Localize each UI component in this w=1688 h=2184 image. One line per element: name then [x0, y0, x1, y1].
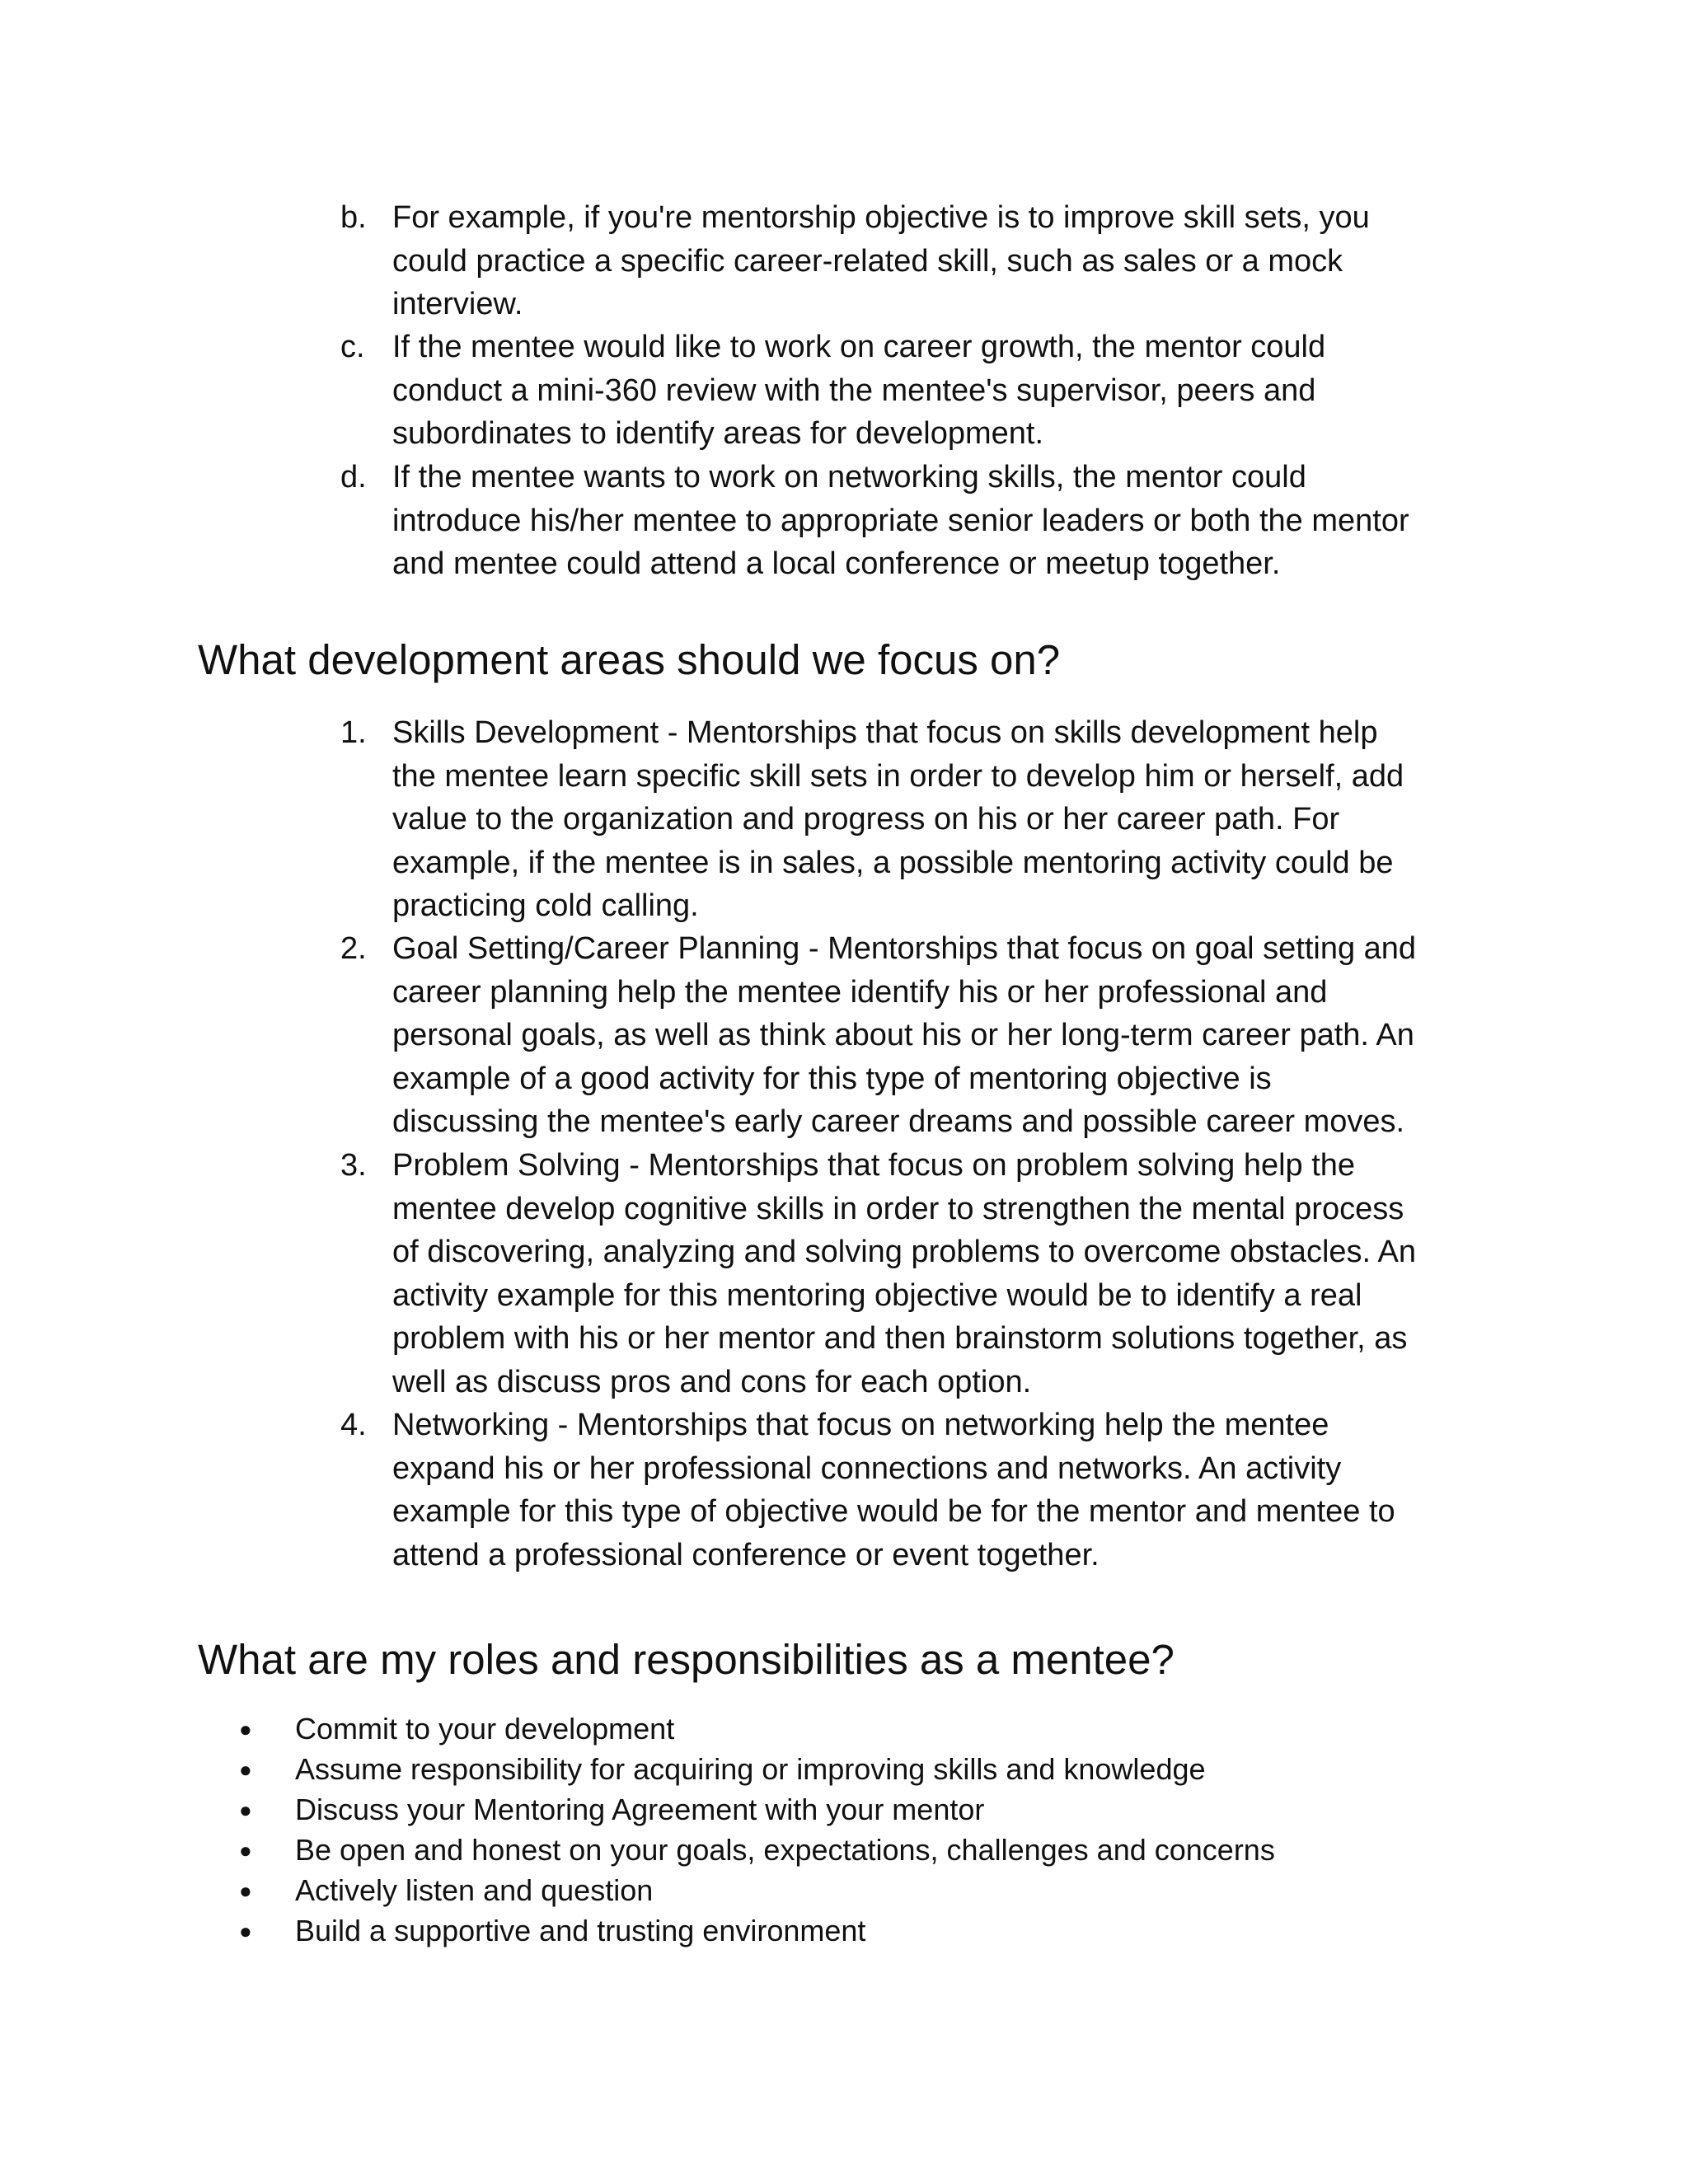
text-line: example of a good activity for this type of mentoring objective is — [392, 1061, 1272, 1096]
list-item-text — [392, 1144, 1489, 1404]
list-marker: 1. — [340, 715, 367, 750]
list-item-text — [392, 456, 1489, 586]
bullet-text: Discuss your Mentoring Agreement with your mentor — [295, 1793, 985, 1826]
text-line: example for this type of objective would be for the mentor and mentee to — [392, 1494, 1395, 1529]
text-line: subordinates to identify areas for development. — [392, 416, 1044, 451]
text-line: problem with his or her mentor and then brainstorm solutions together, as — [392, 1321, 1408, 1356]
bullet-icon: ● — [239, 1797, 252, 1822]
bullet-icon: ● — [239, 1878, 252, 1903]
text-line: If the mentee wants to work on networking skills, the mentor could — [392, 460, 1306, 494]
bullet-icon: ● — [239, 1838, 252, 1863]
text-line: If the mentee would like to work on career growth, the mentor could — [392, 330, 1326, 364]
text-line: and mentee could attend a local conference or meetup together. — [392, 546, 1281, 581]
text-line: Networking - Mentorships that focus on networking help the mentee — [392, 1408, 1329, 1442]
text-line: the mentee learn specific skill sets in order to develop him or herself, add — [392, 758, 1404, 794]
text-line: activity example for this mentoring objective would be to identify a real — [392, 1277, 1362, 1313]
text-line: career planning help the mentee identify his or her professional and — [392, 974, 1328, 1010]
list-item-text — [392, 326, 1489, 456]
text-line: could practice a specific career-related skill, such as sales or a mock — [392, 243, 1343, 279]
text-line: attend a professional conference or event together. — [392, 1537, 1100, 1572]
list-marker: 4. — [340, 1408, 367, 1442]
text-line: practicing cold calling. — [392, 888, 699, 923]
list-marker: 2. — [340, 931, 367, 966]
text-line: example, if the mentee is in sales, a possible mentoring activity could be — [392, 845, 1394, 880]
text-line: Goal Setting/Career Planning - Mentorships that focus on goal setting and — [392, 931, 1417, 966]
text-line: Problem Solving - Mentorships that focus on problem solving help the — [392, 1148, 1356, 1183]
text-line: personal goals, as well as think about his or her long-term career path. An — [392, 1018, 1414, 1052]
text-line: discussing the mentee's early career dreams and possible career moves. — [392, 1104, 1405, 1139]
list-marker: 3. — [340, 1148, 367, 1183]
list-marker: b. — [340, 200, 367, 235]
list-item-text — [392, 711, 1489, 928]
text-line: value to the organization and progress on his or her career path. For — [392, 802, 1340, 837]
list-marker: d. — [340, 460, 367, 494]
text-line: conduct a mini-360 review with the mentee's supervisor, peers and — [392, 373, 1316, 408]
list-marker: c. — [340, 330, 365, 364]
bullet-text: Commit to your development — [295, 1712, 675, 1746]
section-heading-roles-responsibilities: What are my roles and responsibilities as a mentee? — [198, 1636, 1175, 1683]
bullet-icon: ● — [239, 1919, 252, 1943]
text-line: For example, if you're mentorship objective is to improve skill sets, you — [392, 200, 1370, 235]
section-heading-development-areas: What development areas should we focus on? — [198, 636, 1061, 683]
list-item-text — [392, 1404, 1489, 1577]
bullet-text: Assume responsibility for acquiring or improving skills and knowledge — [295, 1752, 1206, 1786]
bullet-text: Be open and honest on your goals, expectations, challenges and concerns — [295, 1833, 1275, 1867]
bullet-text: Actively listen and question — [295, 1873, 654, 1907]
list-item-text — [392, 196, 1489, 326]
text-line: Skills Development - Mentorships that focus on skills development help — [392, 715, 1378, 750]
bullet-icon: ● — [239, 1757, 252, 1782]
text-line: expand his or her professional connections and networks. An activity — [392, 1451, 1342, 1486]
text-line: of discovering, analyzing and solving problems to overcome obstacles. An — [392, 1235, 1417, 1269]
text-line: introduce his/her mentee to appropriate senior leaders or both the mentor — [392, 503, 1409, 538]
bullet-icon: ● — [239, 1717, 252, 1741]
list-item-text — [392, 927, 1489, 1144]
text-line: well as discuss pros and cons for each option. — [392, 1364, 1032, 1399]
text-line: mentee develop cognitive skills in order to strengthen the mental process — [392, 1191, 1404, 1226]
text-line: interview. — [392, 287, 523, 321]
bullet-text: Build a supportive and trusting environment — [295, 1914, 866, 1947]
